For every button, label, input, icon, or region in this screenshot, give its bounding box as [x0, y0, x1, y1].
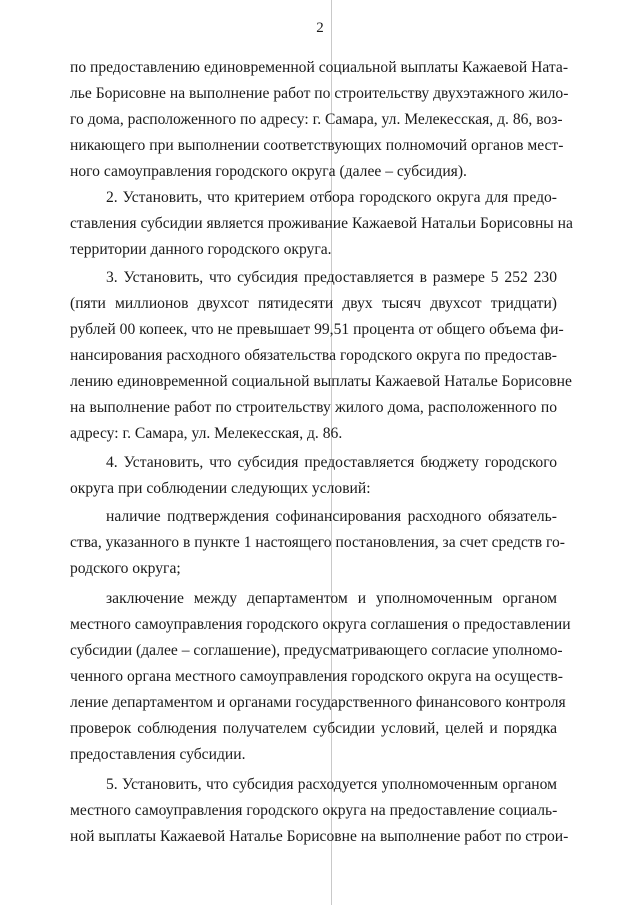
paragraph-4-line-2: округа при соблюдении следующих условий: — [70, 480, 371, 497]
condition-2-line-2: местного самоуправления городского округа соглашения о предоставлении — [70, 616, 571, 633]
paragraph-4-line-1: 4. Установить, что субсидия предоставляется бюджету городского — [106, 454, 557, 471]
condition-1-line-1: наличие подтверждения софинансирования расходного обязатель- — [106, 508, 557, 525]
paragraph-5-line-2: местного самоуправления городского округа на предоставление социаль- — [70, 802, 558, 819]
condition-1-line-2: ства, указанного в пункте 1 настоящего постановления, за счет средств го- — [70, 534, 565, 551]
paragraph-3-line-2: (пяти миллионов двухсот пятидесяти двух тысяч двухсот тридцати) — [70, 295, 557, 312]
paragraph-3-line-6: на выполнение работ по строительству жилого дома, расположенного по — [70, 399, 557, 416]
paragraph-1-line-4: никающего при выполнении соответствующих полномочий органов мест- — [70, 137, 564, 154]
condition-1-line-3: родского округа; — [70, 560, 181, 577]
condition-2-line-7: предоставления субсидии. — [70, 746, 246, 763]
condition-2-line-6: проверок соблюдения получателем субсидии условий, целей и порядка — [70, 720, 557, 737]
condition-2-line-1: заключение между департаментом и уполномоченным органом — [106, 590, 557, 607]
paragraph-2-line-2: ставления субсидии является проживание Кажаевой Натальи Борисовны на — [70, 215, 573, 232]
paragraph-3-line-3: рублей 00 копеек, что не превышает 99,51 процента от общего объема фи- — [70, 321, 564, 338]
paragraph-3-line-5: лению единовременной социальной выплаты Кажаевой Наталье Борисовне — [70, 373, 572, 390]
paragraph-3-line-7: адресу: г. Самара, ул. Мелекесская, д. 86. — [70, 425, 343, 442]
paragraph-2-line-3: территории данного городского округа. — [70, 241, 332, 258]
page-number: 2 — [316, 20, 324, 36]
paragraph-2-line-1: 2. Установить, что критерием отбора городского округа для предо- — [106, 189, 557, 206]
paragraph-3-line-1: 3. Установить, что субсидия предоставляется в размере 5 252 230 — [106, 269, 557, 286]
paragraph-1-line-2: лье Борисовне на выполнение работ по строительству двухэтажного жило- — [70, 85, 569, 102]
condition-2-line-3: субсидии (далее – соглашение), предусматривающего согласие уполномо- — [70, 642, 563, 659]
paragraph-5-line-3: ной выплаты Кажаевой Наталье Борисовне на выполнение работ по строи- — [70, 828, 569, 845]
paragraph-1-line-1: по предоставлению единовременной социальной выплаты Кажаевой Ната- — [70, 59, 569, 76]
paragraph-1-line-5: ного самоуправления городского округа (далее – субсидия). — [70, 163, 467, 180]
paragraph-3-line-4: нансирования расходного обязательства городского округа по предостав- — [70, 347, 557, 364]
condition-2-line-4: ченного органа местного самоуправления городского округа на осуществ- — [70, 668, 563, 685]
paragraph-5-line-1: 5. Установить, что субсидия расходуется уполномоченным органом — [106, 776, 557, 793]
paragraph-1-line-3: го дома, расположенного по адресу: г. Самара, ул. Мелекесская, д. 86, воз- — [70, 111, 563, 128]
condition-2-line-5: ление департаментом и органами государственного финансового контроля — [70, 694, 566, 711]
